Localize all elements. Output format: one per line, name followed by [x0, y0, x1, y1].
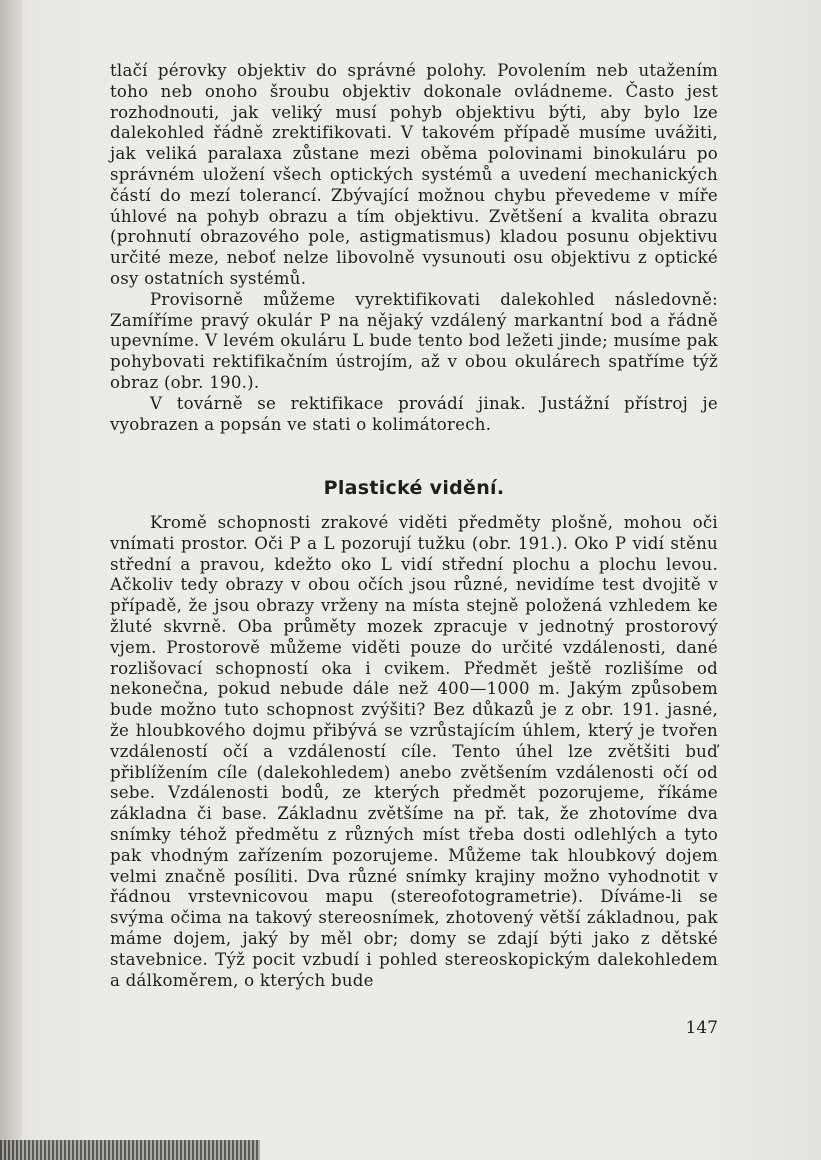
paragraph-stereo-vision: Kromě schopnosti zrakové viděti předměty plošně, mohou oči vnímati prostor. Oči P a L pozorují tužku (obr. 191.). Oko P vidí stěnu střední a pravou, kdežto oko L vidí střední plochu a plochu levou. Ačkoliv tedy obrazy v obou očích jsou různé, nevidíme test dvojitě v případě, že jsou obrazy vrženy na místa stejně položená vzhledem ke žluté skvrně. Oba průměty mozek zpracuje v jednotný prostorový vjem. Prostorově můžeme viděti pouze do určité vzdálenosti, dané rozlišovací schopností oka i cvikem. Předmět ještě rozlišíme od nekonečna, pokud nebude dále než 400—1000 m. Jakým způsobem bude možno tuto schopnost zvýšiti? Bez důkazů je z obr. 191. jasné, že hloubkového dojmu přibývá se vzrůstajícím úhlem, který je tvořen vzdáleností očí a vzdáleností cíle. Tento úhel lze zvětšiti buď přiblížením cíle (dalekohledem) anebo zvětšením vzdálenosti očí od sebe. Vzdálenosti bodů, ze kterých předmět pozorujeme, říkáme základna či base. Základnu zvětšíme na př. tak, že zhotovíme dva snímky téhož předmětu z různých míst třeba dosti odlehlých a tyto pak vhodným zařízením pozorujeme. Můžeme tak hloubkový dojem velmi značně posíliti. Dva různé snímky krajiny možno vyhodnotit v řádnou vrstevnicovou mapu (stereofotogrametrie). Díváme-li se svýma očima na takový stereosnímek, zhotovený větší základnou, pak máme dojem, jaký by měl obr; domy se zdají býti jako z dětské stavebnice. Týž pocit vzbudí i pohled stereoskopickým dalekohledem a dálkoměrem, o kterých bude — [110, 513, 718, 990]
page-number: 147 — [685, 1018, 718, 1038]
paragraph-factory-rectification: V továrně se rektifikace provádí jinak. Justážní přístroj je vyobrazen a popsán ve stati o kolimátorech. — [110, 393, 718, 434]
section-heading: Plastické vidění. — [323, 477, 505, 499]
paragraph-continuation: tlačí pérovky objektiv do správné polohy. Povolením neb utažením toho neb onoho šroubu objektiv dokonale ovládneme. Často jest rozhodnouti, jak veliký musí pohyb objektivu býti, aby bylo lze dalekohled řádně zrektifikovati. V takovém případě musíme uvážiti, jak veliká paralaxa zůstane mezi oběma polovinami binokuláru po správném uložení všech optických systémů a uvedení mechanických částí do mezí tolerancí. Zbývající možnou chybu převedeme v míře úhlové na pohyb obrazu a tím objektivu. Zvětšení a kvalita obrazu (prohnutí obrazového pole, astigmatismus) kladou posunu objektivu určité meze, neboť nelze libovolně vysunouti osu objektivu z optické osy ostatních systémů. — [110, 61, 718, 288]
top-text-block — [110, 61, 718, 435]
section-text-block — [110, 513, 718, 991]
page-edge-stack — [0, 1140, 260, 1160]
page-binding-shadow — [0, 0, 22, 1160]
paragraph-provisional-rectification: Provisorně můžeme vyrektifikovati dalekohled následovně: Zamíříme pravý okulár P na nějaký vzdálený markantní bod a řádně upevníme. V levém okuláru L bude tento bod ležeti jinde; musíme pak pohybovati rektifikačním ústrojím, až v obou okulárech spatříme týž obraz (obr. 190.). — [110, 289, 718, 392]
